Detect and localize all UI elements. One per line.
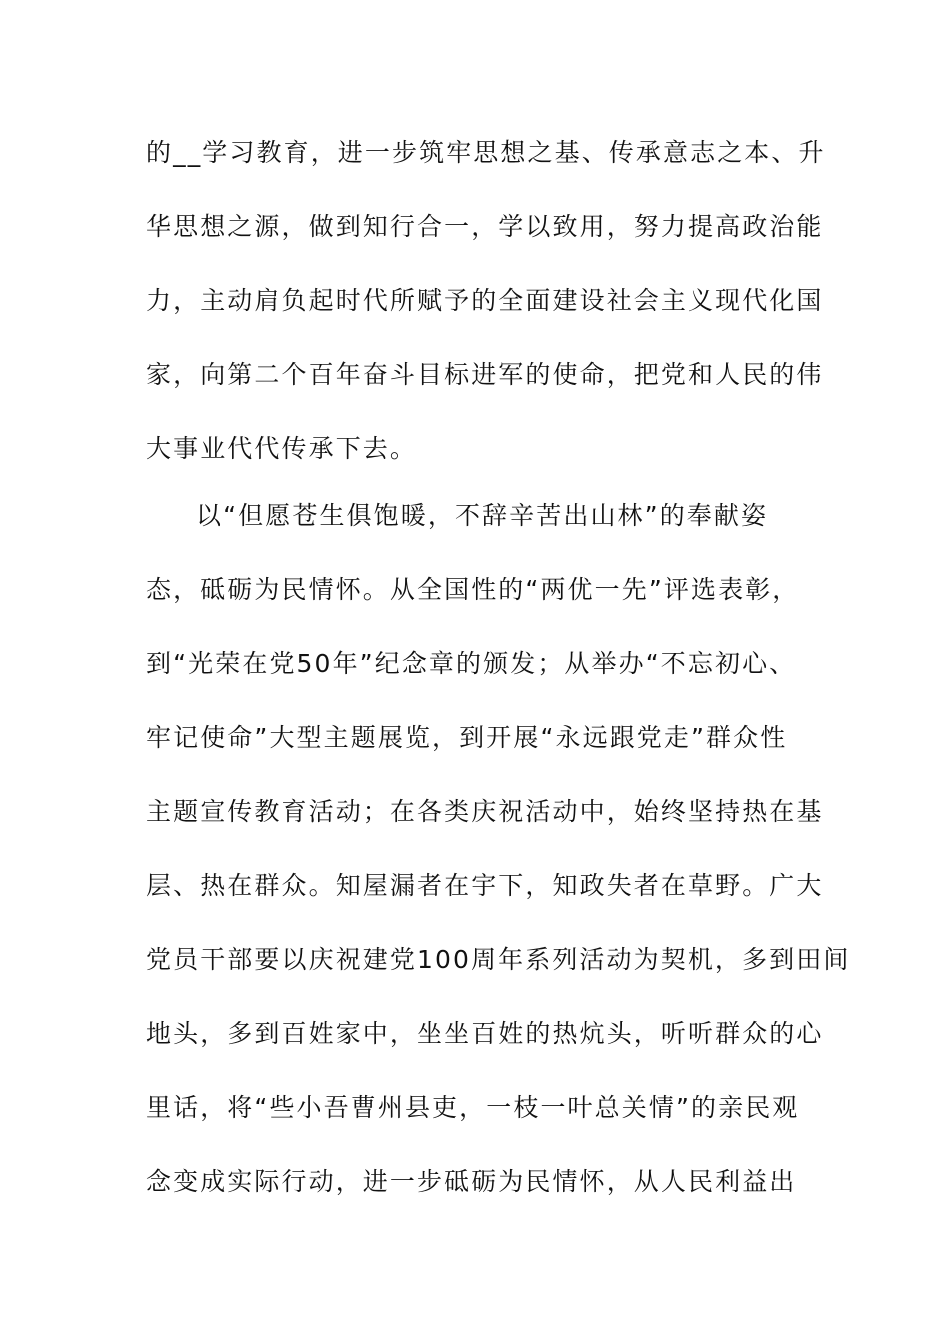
- paragraph-line: 态，砥砺为民情怀。从全国性的“两优一先”评选表彰，: [146, 575, 800, 604]
- paragraph-line: 主题宣传教育活动；在各类庆祝活动中，始终坚持热在基: [146, 797, 824, 826]
- paragraph-line: 地头，多到百姓家中，坐坐百姓的热炕头，听听群众的心: [146, 1019, 824, 1048]
- paragraph-line: 到“光荣在党50年”纪念章的颁发；从举办“不忘初心、: [146, 649, 797, 678]
- paragraph-line: 念变成实际行动，进一步砥砺为民情怀，从人民利益出: [146, 1167, 797, 1196]
- paragraph-line: 华思想之源，做到知行合一，学以致用，努力提高政治能: [146, 212, 824, 241]
- paragraph-first-line: 以“但愿苍生俱饱暖，不辞辛苦出山林”的奉献姿: [196, 501, 769, 530]
- paragraph-line: 力，主动肩负起时代所赋予的全面建设社会主义现代化国: [146, 286, 824, 315]
- paragraph-line: 牢记使命”大型主题展览，到开展“永远跟党走”群众性: [146, 723, 788, 752]
- paragraph-line: 里话，将“些小吾曹州县吏，一枝一叶总关情”的亲民观: [146, 1093, 800, 1122]
- paragraph-line: 党员干部要以庆祝建党100周年系列活动为契机，多到田间: [146, 945, 851, 974]
- paragraph-line: 层、热在群众。知屋漏者在宇下，知政失者在草野。广大: [146, 871, 824, 900]
- paragraph-line: 家，向第二个百年奋斗目标进军的使命，把党和人民的伟: [146, 360, 824, 389]
- paragraph-line: 大事业代代传承下去。: [146, 434, 418, 463]
- paragraph-line: 的__学习教育，进一步筑牢思想之基、传承意志之本、升: [146, 138, 826, 167]
